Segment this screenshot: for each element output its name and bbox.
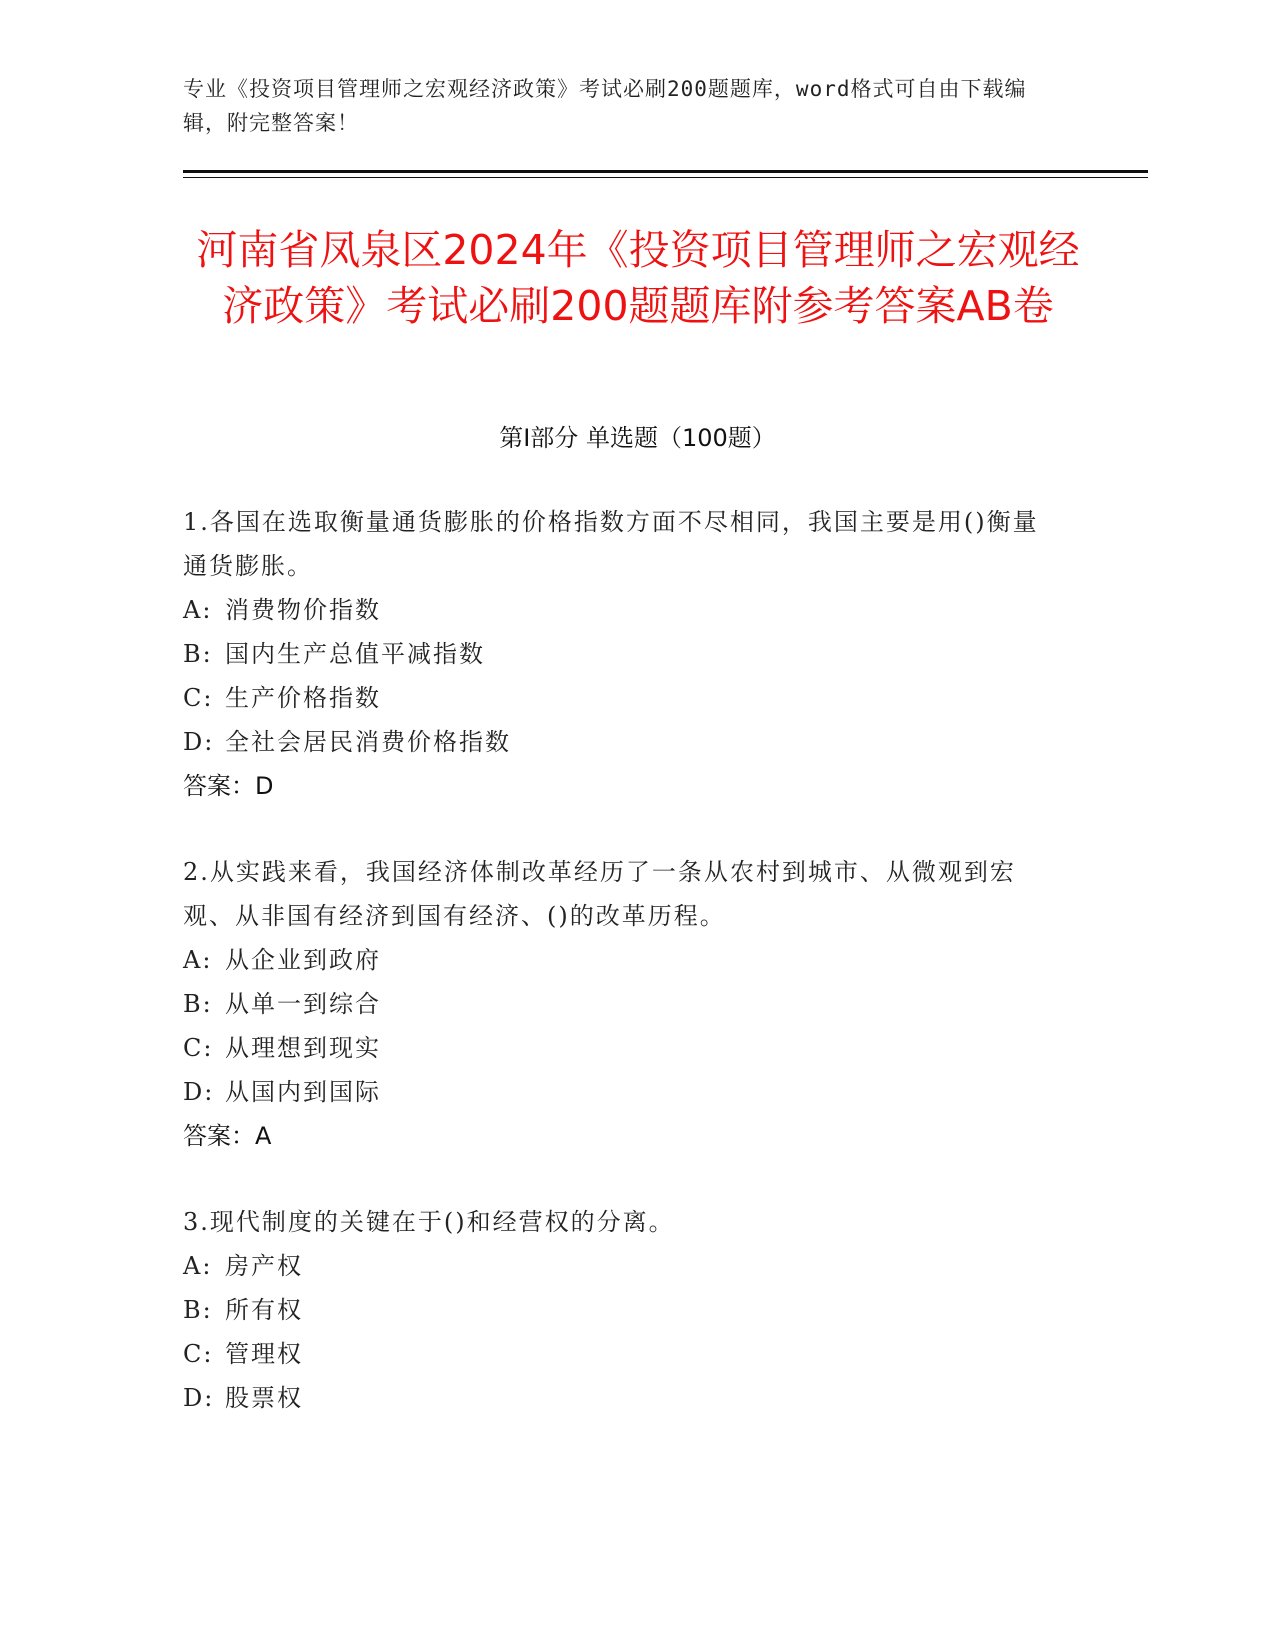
question-stem: 3.现代制度的关键在于()和经营权的分离。 bbox=[183, 1208, 675, 1236]
option-c bbox=[183, 676, 1063, 720]
option-c bbox=[183, 1332, 1063, 1376]
question-stem: 2.从实践来看，我国经济体制改革经历了一条从农村到城市、从微观到宏观、从非国有经济到国有经济、()的改革历程。 bbox=[183, 858, 1016, 930]
answer: 答案：A bbox=[183, 1122, 272, 1150]
option-d bbox=[183, 1070, 1063, 1114]
question-2 bbox=[183, 850, 1063, 1158]
option-b bbox=[183, 1288, 1063, 1332]
header-divider-thin bbox=[183, 177, 1148, 178]
option-text: 全社会居民消费价格指数 bbox=[225, 728, 511, 756]
option-letter: B: bbox=[183, 1296, 213, 1324]
question-stem: 1.各国在选取衡量通货膨胀的价格指数方面不尽相同，我国主要是用()衡量通货膨胀。 bbox=[183, 508, 1039, 580]
section-title: 第Ⅰ部分 单选题（100题） bbox=[499, 424, 776, 452]
option-text: 所有权 bbox=[225, 1296, 303, 1324]
option-text: 消费物价指数 bbox=[225, 596, 381, 624]
option-d bbox=[183, 720, 1063, 764]
option-text: 房产权 bbox=[225, 1252, 303, 1280]
option-letter: D: bbox=[183, 1384, 215, 1412]
option-b bbox=[183, 982, 1063, 1026]
option-letter: C: bbox=[183, 1340, 214, 1368]
document-title: 河南省凤泉区2024年《投资项目管理师之宏观经济政策》考试必刷200题题库附参考答案AB卷 bbox=[196, 226, 1080, 330]
option-d bbox=[183, 1376, 1063, 1420]
option-letter: A: bbox=[183, 1252, 213, 1280]
option-letter: C: bbox=[183, 1034, 214, 1062]
option-text: 管理权 bbox=[225, 1340, 303, 1368]
option-letter: C: bbox=[183, 684, 214, 712]
option-text: 从单一到综合 bbox=[225, 990, 381, 1018]
option-text: 从国内到国际 bbox=[225, 1078, 381, 1106]
question-1 bbox=[183, 500, 1063, 808]
option-b bbox=[183, 632, 1063, 676]
answer: 答案：D bbox=[183, 772, 274, 800]
option-letter: D: bbox=[183, 728, 215, 756]
header-description: 专业《投资项目管理师之宏观经济政策》考试必刷200题题库，word格式可自由下载编辑，附完整答案！ bbox=[183, 77, 1027, 135]
option-text: 生产价格指数 bbox=[225, 684, 381, 712]
header-divider-thick bbox=[183, 170, 1148, 173]
option-text: 从企业到政府 bbox=[225, 946, 381, 974]
option-text: 股票权 bbox=[225, 1384, 303, 1412]
option-letter: B: bbox=[183, 990, 213, 1018]
option-a bbox=[183, 588, 1063, 632]
option-letter: D: bbox=[183, 1078, 215, 1106]
option-a bbox=[183, 1244, 1063, 1288]
option-text: 国内生产总值平减指数 bbox=[225, 640, 485, 668]
option-letter: A: bbox=[183, 596, 213, 624]
option-text: 从理想到现实 bbox=[225, 1034, 381, 1062]
option-letter: B: bbox=[183, 640, 213, 668]
option-a bbox=[183, 938, 1063, 982]
option-letter: A: bbox=[183, 946, 213, 974]
option-c bbox=[183, 1026, 1063, 1070]
question-3 bbox=[183, 1200, 1063, 1420]
